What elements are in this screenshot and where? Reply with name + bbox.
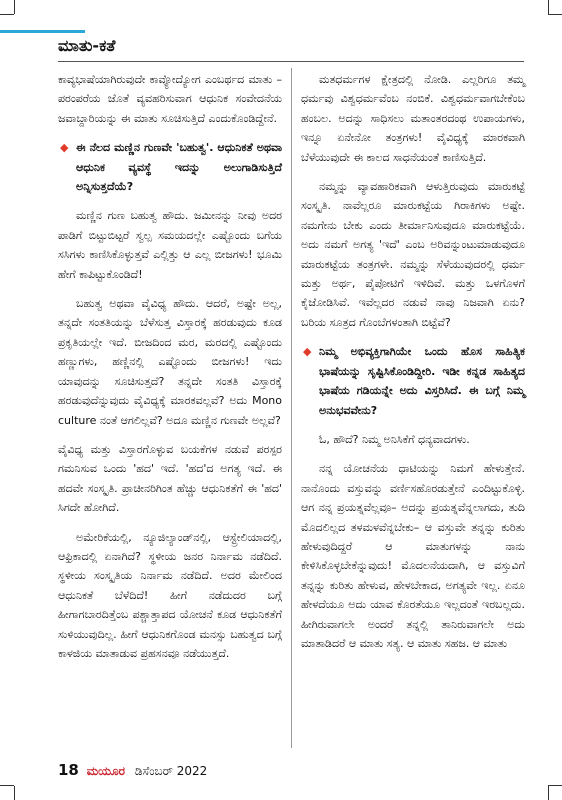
question-text: ಈ ನೆಲದ ಮಣ್ಣಿನ ಗುಣವೇ 'ಬಹುತ್ವ'. ಆಧುನಿಕತೆ ಅಥವಾ ಆಧುನಿಕ ವ್ಯವಸ್ಥೆ ಇದನ್ನು ಅಲುಗಾಡಿಸುತ್ತಿದೆ ಅನ್ನಿಸುತ್ತದೆಯೆ? xyxy=(76,141,282,194)
crop-mark xyxy=(548,785,562,786)
crop-mark xyxy=(548,786,549,800)
interview-question xyxy=(58,138,282,196)
interview-question xyxy=(301,342,525,420)
diamond-bullet-icon: ◆ xyxy=(303,345,312,359)
left-column xyxy=(58,70,282,673)
paragraph: ಮಣ್ಣಿನ ಗುಣ ಬಹುತ್ವ ಹೌದು. ಜಮೀನನ್ನು ನೀವು ಅದರ ಪಾಡಿಗೆ ಬಿಟ್ಟುಬಿಟ್ಟರೆ ಸ್ವಲ್ಪ ಸಮಯದಲ್ಲೇ ಎಷ್ಟೊಂದು ಬಗೆಯ ಸಸಿಗಳು ಕಾಣಿಸಿಕೊಳ್ಳುತ್ತವೆ ಎಲ್ಲಿತ್ತು ಆ ಎಲ್ಲ ಬೀಜಗಳು! ಭೂಮಿ ಹೇಗೆ ಕಾಪಿಟ್ಟುಕೊಂಡಿದೆ! xyxy=(58,209,282,281)
paragraph: ಅಮೇರಿಕೆಯಲ್ಲಿ, ನ್ಯೂಜಿಲ್ಯಾಂಡ್‌ನಲ್ಲಿ, ಆಸ್ಟ್ರೇಲಿಯಾದಲ್ಲಿ, ಆಫ್ರಿಕಾದಲ್ಲಿ ಏನಾಗಿದೆ? ಸ್ಥಳೀಯ ಜನರ ನಿರ್ನಾಮ ನಡೆದಿದೆ. ಸ್ಥಳೀಯ ಸಂಸ್ಕೃತಿಯ ನಿರ್ನಾಮ ನಡೆದಿದೆ. ಅದರ ಮೇಲಿಂದ ಆಧುನಿಕತೆ ಬೆಳೆದಿದೆ! ಹೀಗೆ ನಡೆದುದರ ಬಗ್ಗೆ ಹೀಗಾಗಬಾರದಿತ್ತೆಂಬ ಪಶ್ಚಾತ್ತಾಪದ ಯೋಚನೆ ಕೂಡ ಆಧುನಿಕತೆಗೆ ಸುಳಿಯುವುದಿಲ್ಲ. ಹೀಗೆ ಆಧುನಿಕಗೊಂಡ ಮನಸ್ಸು ಬಹುತ್ವದ ಬಗ್ಗೆ ಕಾಳಜಿಯ ಮಾತಾಡುವ ಪ್ರಹಸನವೂ ನಡೆಯುತ್ತದೆ. xyxy=(58,530,282,660)
magazine-logo: ಮಯೂರ xyxy=(86,764,125,778)
column-divider xyxy=(291,68,292,748)
paragraph: ಕಾವ್ಯಭಾಷೆಯಾಗಿರುವುದೇ ಕಾವ್ಯೋದ್ಯೋಗ ಎಂಬರ್ಥದ ಮಾತು – ಪರಂಪರೆಯ ಜೊತೆ ವ್ಯವಹರಿಸುವಾಗ ಆಧುನಿಕ ಸಂವೇದನೆಯ ಜವಾಬ್ದಾರಿಯನ್ನು ಈ ಮಾತು ಸೂಚಿಸುತ್ತಿದೆ ಎಂದುಕೊಂಡಿದ್ದೇನೆ. xyxy=(58,73,282,125)
section-rule xyxy=(58,61,524,62)
crop-mark xyxy=(0,14,14,15)
issue-date: ಡಿಸೆಂಬರ್ 2022 xyxy=(134,764,208,778)
right-column xyxy=(301,70,525,663)
diamond-bullet-icon: ◆ xyxy=(60,141,69,155)
paragraph: ವೈವಿಧ್ಯ ಮತ್ತು ವಿಸ್ತಾರಗೊಳ್ಳುವ ಬಯಕೆಗಳ ನಡುವೆ ಪರಸ್ಪರ ಗಮನಿಸುವ ಒಂದು 'ಹದ' ಇದೆ. 'ಹದ'ದ ಅಗತ್ಯ ಇದೆ. ಈ ಹದವೇ ಸಂಸ್ಕೃತಿ. ಪ್ರಾಚೀನರಿಗಿಂತ ಹೆಚ್ಚು ಆಧುನಿಕತೆಗೆ ಈ 'ಹದ' ಸಿಗದೇ ಹೋಗಿದೆ. xyxy=(58,442,282,515)
section-accent-bar xyxy=(0,30,85,33)
question-text: ನಿಮ್ಮ ಅಭಿವ್ಯಕ್ತಿಗಾಗಿಯೇ ಒಂದು ಹೊಸ ಸಾಹಿತ್ಯಿಕ ಭಾಷೆಯನ್ನು ಸೃಷ್ಟಿಸಿಕೊಂಡಿದ್ದೀರಿ. ಇಡೀ ಕನ್ನಡ ಸಾಹಿತ್ಯದ ಭಾಷೆಯ ಗಡಿಯನ್ನೇ ಅದು ವಿಸ್ತರಿಸಿದೆ. ಈ ಬಗ್ಗೆ ನಿಮ್ಮ ಅನುಭವವೇನು? xyxy=(319,345,525,417)
crop-mark xyxy=(14,786,15,800)
page-footer xyxy=(58,761,207,779)
paragraph: ಓ, ಹೌದೆ? ನಿಮ್ಮ ಅನಿಸಿಕೆಗೆ ಧನ್ಯವಾದಗಳು. xyxy=(319,432,470,446)
page-number: 18 xyxy=(58,761,79,779)
paragraph: ನನ್ನ ಯೋಚನೆಯ ಧಾಟಿಯನ್ನು ನಿಮಗೆ ಹೇಳುತ್ತೇನೆ. ನಾನೊಂದು ವಸ್ತುವನ್ನು ವರ್ಣಿಸಹೊರಡುತ್ತೇನೆ ಎಂದಿಟ್ಟುಕೊಳ್ಳಿ. ಆಗ ನನ್ನ ಪ್ರಯತ್ನವೆಲ್ಲವೂ– ಅದನ್ನು ಪ್ರಯತ್ನವೆನ್ನಲಾಗದು, ತುದಿ ಮೊದಲಿಲ್ಲದ ತಳಮಳವೆನ್ನಬೇಕು– ಆ ವಸ್ತುವೇ ತನ್ನನ್ನು ಕುರಿತು ಹೇಳುವುದಿದ್ದರೆ ಆ ಮಾತುಗಳನ್ನು ನಾನು ಕೇಳಿಸಿಕೊಳ್ಳಬೇಕೆನ್ನುವುದು! ಮೊದಲನೆಯದಾಗಿ, ಆ ವಸ್ತುವಿಗೆ ತನ್ನನ್ನು ಕುರಿತು ಹೇಳುವ, ಹೇಳಬೇಕಾದ, ಅಗತ್ಯವೇ ಇಲ್ಲ. ಏನೂ ಹೇಳದೆಯೂ ಅದು ಯಾವ ಕೊರತೆಯೂ ಇಲ್ಲದಂತೆ ಇರಬಲ್ಲದು. ಹೀಗಿರುವಾಗಲೇ ಅಂದರೆ ತನ್ನಲ್ಲಿ ತಾನಿರುವಾಗಲೇ ಅದು ಮಾತಾಡಿದರೆ ಆ ಮಾತು ಸತ್ಯ. ಆ ಮಾತು ಸಹಜ. ಆ ಮಾತು xyxy=(301,462,525,650)
crop-mark xyxy=(0,785,14,786)
paragraph: ಬಹುತ್ವ ಅಥವಾ ವೈವಿಧ್ಯ ಹೌದು. ಆದರೆ, ಅಷ್ಟೇ ಅಲ್ಲ, ತನ್ನದೇ ಸಂತತಿಯನ್ನು ಬೆಳೆಸುತ್ತ ವಿಸ್ತಾರಕ್ಕೆ ಹರಡುವುದು ಕೂಡ ಪ್ರಕೃತಿಯಲ್ಲೇ ಇದೆ. ಬೀಜದಿಂದ ಮರ, ಮರದಲ್ಲಿ ಎಷ್ಟೊಂದು ಹಣ್ಣುಗಳು, ಹಣ್ಣಿನಲ್ಲಿ ಎಷ್ಟೊಂದು ಬೀಜಗಳು! ಇದು ಯಾವುದನ್ನು ಸೂಚಿಸುತ್ತದೆ? ತನ್ನದೇ ಸಂತತಿ ವಿಸ್ತಾರಕ್ಕೆ ಹರಡುವುದೆನ್ನುವುದು ವೈವಿಧ್ಯಕ್ಕೆ ಮಾರಕವಲ್ಲವೆ? ಅದು Mono culture ನಂತೆ ಆಗಲಿಲ್ಲವೆ? ಅದೂ ಮಣ್ಣಿನ ಗುಣವೇ ಅಲ್ಲವೆ? xyxy=(58,297,282,427)
paragraph: ನಮ್ಮನ್ನು ವ್ಯಾವಹಾರಿಕವಾಗಿ ಆಳುತ್ತಿರುವುದು ಮಾರುಕಟ್ಟೆ ಸಂಸ್ಕೃತಿ. ನಾವೆಲ್ಲರೂ ಮಾರುಕಟ್ಟೆಯ ಗಿರಾಕಿಗಳು ಅಷ್ಟೇ. ನಮಗೇನು ಬೇಕು ಎಂದು ತೀರ್ಮಾನಿಸುವುದೂ ಮಾರುಕಟ್ಟೆಯೆ. ಅದು ನಮಗೆ ಅಗತ್ಯ 'ಇದೆ' ಎಂಬ ಅರಿವನ್ನುಂಟುಮಾಡುವುದೂ ಮಾರುಕಟ್ಟೆಯ ತಂತ್ರಗಳೇ. ನಮ್ಮನ್ನು ಸೆಳೆಯುವುದರಲ್ಲಿ ಧರ್ಮ ಮತ್ತು ಅರ್ಥ, ಪೈಪೋಟಿಗೆ ಇಳಿದಿವೆ. ಮತ್ತು ಒಳಗೊಳಗೆ ಕೈಜೋಡಿಸಿವೆ. ಇವೆಲ್ಲದರ ನಡುವೆ ನಾವು ನಿಜವಾಗಿ ಏನು? ಬರಿಯ ಸೂತ್ರದ ಗೊಂಬೆಗಳಂತಾಗಿ ಬಿಟ್ಟೆವೆ? xyxy=(301,180,525,329)
crop-mark xyxy=(14,0,15,14)
paragraph: ಮತಧರ್ಮಗಳ ಕ್ಷೇತ್ರದಲ್ಲಿ ನೋಡಿ. ಎಲ್ಲರಿಗೂ ತಮ್ಮ ಧರ್ಮವು ವಿಶ್ವಧರ್ಮವೆಂಬ ನಂಬಿಕೆ. ವಿಶ್ವಧರ್ಮವಾಗಬೇಕೆಂಬ ಹಂಬಲ. ಅದನ್ನು ಸಾಧಿಸಲು ಮತಾಂತರದಂಥ ಉಪಾಯಗಳು, ಇನ್ನೂ ಏನೇನೋ ತಂತ್ರಗಳು! ವೈವಿಧ್ಯಕ್ಕೆ ಮಾರಕವಾಗಿ ಬೆಳೆಯುವುದೇ ಈ ಕಾಲದ ಸಾಧನೆಯಂತೆ ಕಾಣಿಸುತ್ತಿದೆ. xyxy=(301,73,525,164)
section-title: ಮಾತು-ಕತೆ xyxy=(58,36,116,55)
crop-mark xyxy=(548,0,549,14)
crop-mark xyxy=(548,14,562,15)
